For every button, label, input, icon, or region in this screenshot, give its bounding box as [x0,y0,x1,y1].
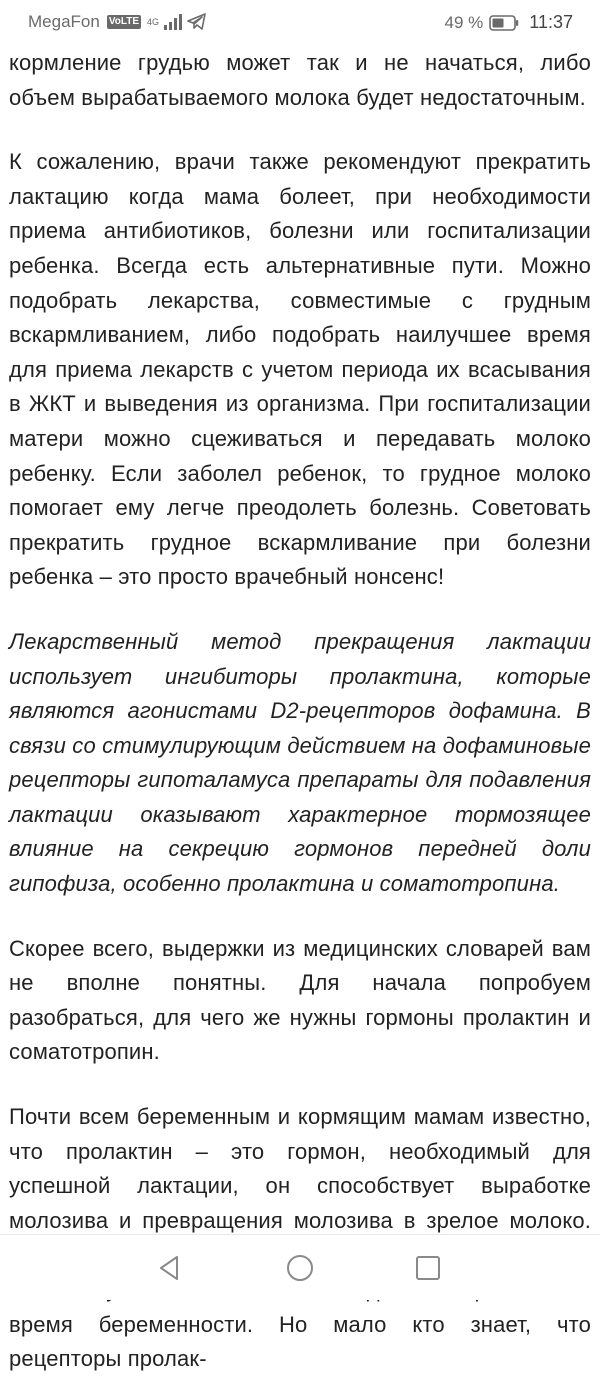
paragraph-italic-quote: Лекарственный метод прекращения лактации использует ингибиторы пролактина, которые являются агонистами D2-рецепторов дофамина. В связи со стимулирующим действием на дофаминовые рецепторы гипоталамуса препараты для подавления лактации оказывают характерное тормозящее влияние на секрецию гормонов передней доли гипофиза, особенно пролактина и соматотропина. [9,628,591,897]
carrier-name: MegaFon [28,12,100,31]
battery-percent: 49 % [444,12,484,32]
signal-icon [163,14,183,30]
status-right [445,12,573,33]
volte-badge: VoLTE [108,16,140,27]
telegram-icon [187,13,207,31]
clock: 11:37 [529,12,573,32]
paragraph: К сожалению, врачи также рекомендуют прекратить лактацию когда мама болеет, при необходимости приема антибиотиков, болезни или госпитализации ребенка. Всегда есть альтернативные пути. Можно подобрать лекарства, совместимые с грудным вскармливанием, либо подобрать наилучшее время для приема лекарств с учетом периода их всасывания в ЖКТ и выведения из организма. При госпитализации матери можно сцеживаться и передавать молоко ребенку. Если заболел ребенок, то грудное молоко помогает ему легче преодолеть болезнь. Советовать прекратить грудное вскармливание при болезни ребенка – это просто врачебный нонсенс! [9,149,591,590]
paragraph: Скорее всего, выдержки из медицинских словарей вам не вполне понятны. Для начала попробуем разобраться, для чего же нужны гормоны пролактин и соматотропин. [9,935,591,1065]
battery-icon [489,15,519,31]
navigation-bar [0,1234,600,1300]
recents-icon[interactable] [413,1253,443,1283]
network-type: 4G [147,17,160,27]
paragraph: кормление грудью может так и не начаться, либо объем вырабатываемого молока будет недостаточным. [9,50,591,110]
paragraph: Почти всем беременным и кормящим мамам известно, что пролактин – это гормон, необходимый для успешной лактации, он способствует выработке молозива и превращения молозива в зрелое молоко. время беременности. Но мало кто знает, что рецепторы пролак- [9,1104,591,1372]
status-bar [0,0,600,44]
home-icon[interactable] [285,1253,315,1283]
status-left [28,12,207,32]
back-icon[interactable] [155,1253,185,1283]
article-body [9,44,591,1372]
